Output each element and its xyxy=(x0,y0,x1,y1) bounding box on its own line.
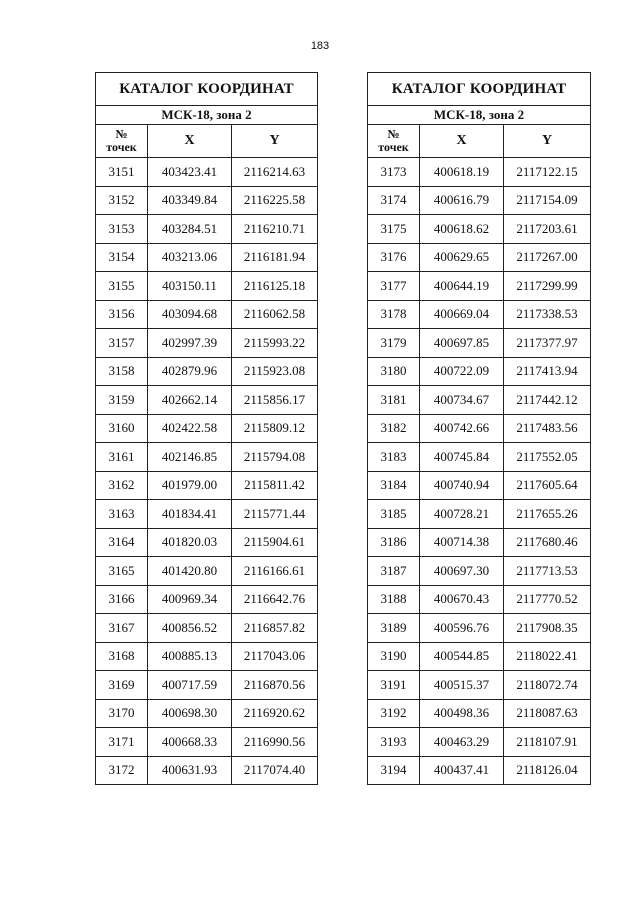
y-coordinate-cell: 2117655.26 xyxy=(504,500,591,529)
y-coordinate-cell: 2117552.05 xyxy=(504,443,591,472)
point-number-cell: 3152 xyxy=(96,186,148,215)
x-coordinate-cell: 403349.84 xyxy=(148,186,232,215)
x-coordinate-cell: 402422.58 xyxy=(148,414,232,443)
point-number-cell: 3170 xyxy=(96,699,148,728)
table-row xyxy=(96,756,318,785)
x-coordinate-cell: 400717.59 xyxy=(148,671,232,700)
table-row xyxy=(96,642,318,671)
y-coordinate-cell: 2118107.91 xyxy=(504,728,591,757)
point-number-cell: 3184 xyxy=(368,471,420,500)
table-row xyxy=(96,699,318,728)
y-coordinate-cell: 2116920.62 xyxy=(232,699,318,728)
table-row xyxy=(368,585,591,614)
x-coordinate-cell: 400618.19 xyxy=(420,158,504,187)
x-coordinate-cell: 400697.30 xyxy=(420,557,504,586)
coordinate-catalog-table-right xyxy=(367,72,591,785)
table-row xyxy=(368,642,591,671)
table-row xyxy=(96,329,318,358)
y-coordinate-cell: 2117154.09 xyxy=(504,186,591,215)
table-row xyxy=(368,728,591,757)
y-coordinate-cell: 2115809.12 xyxy=(232,414,318,443)
x-coordinate-cell: 400969.34 xyxy=(148,585,232,614)
point-number-cell: 3158 xyxy=(96,357,148,386)
x-coordinate-cell: 400463.29 xyxy=(420,728,504,757)
point-number-cell: 3161 xyxy=(96,443,148,472)
point-number-cell: 3159 xyxy=(96,386,148,415)
y-coordinate-cell: 2117267.00 xyxy=(504,243,591,272)
point-number-cell: 3193 xyxy=(368,728,420,757)
x-coordinate-cell: 402997.39 xyxy=(148,329,232,358)
x-coordinate-cell: 400728.21 xyxy=(420,500,504,529)
y-coordinate-cell: 2117074.40 xyxy=(232,756,318,785)
catalog-title: КАТАЛОГ КООРДИНАТ xyxy=(96,73,318,106)
point-number-cell: 3160 xyxy=(96,414,148,443)
y-coordinate-cell: 2116225.58 xyxy=(232,186,318,215)
y-coordinate-cell: 2117377.97 xyxy=(504,329,591,358)
x-coordinate-cell: 403094.68 xyxy=(148,300,232,329)
table-row xyxy=(368,557,591,586)
point-number-cell: 3183 xyxy=(368,443,420,472)
coordinate-catalog-table-left xyxy=(95,72,318,785)
y-coordinate-cell: 2117122.15 xyxy=(504,158,591,187)
point-number-cell: 3164 xyxy=(96,528,148,557)
y-coordinate-cell: 2117605.64 xyxy=(504,471,591,500)
table-row xyxy=(368,243,591,272)
table-row xyxy=(96,414,318,443)
point-number-cell: 3163 xyxy=(96,500,148,529)
point-number-cell: 3185 xyxy=(368,500,420,529)
y-coordinate-cell: 2115811.42 xyxy=(232,471,318,500)
table-row xyxy=(368,158,591,187)
x-coordinate-cell: 400616.79 xyxy=(420,186,504,215)
column-header-x: X xyxy=(148,125,232,158)
table-row xyxy=(368,500,591,529)
point-number-cell: 3191 xyxy=(368,671,420,700)
y-coordinate-cell: 2115904.61 xyxy=(232,528,318,557)
column-header-x: X xyxy=(420,125,504,158)
table-row xyxy=(368,386,591,415)
x-coordinate-cell: 402146.85 xyxy=(148,443,232,472)
table-row xyxy=(368,186,591,215)
point-number-cell: 3153 xyxy=(96,215,148,244)
table-row xyxy=(368,671,591,700)
y-coordinate-cell: 2116062.58 xyxy=(232,300,318,329)
x-coordinate-cell: 400515.37 xyxy=(420,671,504,700)
point-number-cell: 3173 xyxy=(368,158,420,187)
x-coordinate-cell: 400740.94 xyxy=(420,471,504,500)
x-coordinate-cell: 400697.85 xyxy=(420,329,504,358)
point-number-cell: 3187 xyxy=(368,557,420,586)
x-coordinate-cell: 400885.13 xyxy=(148,642,232,671)
y-coordinate-cell: 2116166.61 xyxy=(232,557,318,586)
x-coordinate-cell: 400698.30 xyxy=(148,699,232,728)
point-number-cell: 3172 xyxy=(96,756,148,785)
table-row xyxy=(96,357,318,386)
y-coordinate-cell: 2115923.08 xyxy=(232,357,318,386)
table-row xyxy=(96,671,318,700)
point-number-cell: 3182 xyxy=(368,414,420,443)
table-row xyxy=(96,300,318,329)
point-number-cell: 3188 xyxy=(368,585,420,614)
point-number-cell: 3179 xyxy=(368,329,420,358)
table-row xyxy=(96,272,318,301)
y-coordinate-cell: 2117442.12 xyxy=(504,386,591,415)
x-coordinate-cell: 400644.19 xyxy=(420,272,504,301)
x-coordinate-cell: 400722.09 xyxy=(420,357,504,386)
column-header-y: Y xyxy=(232,125,318,158)
point-number-cell: 3151 xyxy=(96,158,148,187)
table-row xyxy=(96,158,318,187)
x-coordinate-cell: 400734.67 xyxy=(420,386,504,415)
point-number-cell: 3190 xyxy=(368,642,420,671)
table-row xyxy=(368,756,591,785)
point-number-cell: 3189 xyxy=(368,614,420,643)
point-number-cell: 3156 xyxy=(96,300,148,329)
table-row xyxy=(368,329,591,358)
point-number-cell: 3174 xyxy=(368,186,420,215)
x-coordinate-cell: 400631.93 xyxy=(148,756,232,785)
point-number-cell: 3177 xyxy=(368,272,420,301)
table-row xyxy=(96,471,318,500)
coordinate-system-label: МСК-18, зона 2 xyxy=(368,106,591,125)
table-row xyxy=(368,414,591,443)
y-coordinate-cell: 2116870.56 xyxy=(232,671,318,700)
point-number-cell: 3192 xyxy=(368,699,420,728)
table-row xyxy=(96,243,318,272)
y-coordinate-cell: 2116210.71 xyxy=(232,215,318,244)
table-row xyxy=(368,699,591,728)
table-body xyxy=(368,158,591,785)
table-row xyxy=(96,215,318,244)
point-number-cell: 3178 xyxy=(368,300,420,329)
x-coordinate-cell: 403284.51 xyxy=(148,215,232,244)
coordinate-system-label: МСК-18, зона 2 xyxy=(96,106,318,125)
y-coordinate-cell: 2117680.46 xyxy=(504,528,591,557)
x-coordinate-cell: 400596.76 xyxy=(420,614,504,643)
table-row xyxy=(368,300,591,329)
y-coordinate-cell: 2117483.56 xyxy=(504,414,591,443)
x-coordinate-cell: 400745.84 xyxy=(420,443,504,472)
x-coordinate-cell: 402879.96 xyxy=(148,357,232,386)
y-coordinate-cell: 2117338.53 xyxy=(504,300,591,329)
x-coordinate-cell: 400668.33 xyxy=(148,728,232,757)
table-row xyxy=(96,557,318,586)
column-header-point-number: № точек xyxy=(368,125,420,158)
column-header-y: Y xyxy=(504,125,591,158)
x-coordinate-cell: 401979.00 xyxy=(148,471,232,500)
y-coordinate-cell: 2117413.94 xyxy=(504,357,591,386)
y-coordinate-cell: 2116125.18 xyxy=(232,272,318,301)
table-row xyxy=(368,528,591,557)
y-coordinate-cell: 2117299.99 xyxy=(504,272,591,301)
x-coordinate-cell: 402662.14 xyxy=(148,386,232,415)
y-coordinate-cell: 2118126.04 xyxy=(504,756,591,785)
y-coordinate-cell: 2117713.53 xyxy=(504,557,591,586)
x-coordinate-cell: 403213.06 xyxy=(148,243,232,272)
point-number-cell: 3186 xyxy=(368,528,420,557)
table-row xyxy=(96,500,318,529)
x-coordinate-cell: 400856.52 xyxy=(148,614,232,643)
y-coordinate-cell: 2116857.82 xyxy=(232,614,318,643)
table-row xyxy=(96,728,318,757)
catalog-title: КАТАЛОГ КООРДИНАТ xyxy=(368,73,591,106)
x-coordinate-cell: 400437.41 xyxy=(420,756,504,785)
table-row xyxy=(96,186,318,215)
x-coordinate-cell: 400670.43 xyxy=(420,585,504,614)
point-number-cell: 3168 xyxy=(96,642,148,671)
point-number-cell: 3154 xyxy=(96,243,148,272)
point-number-cell: 3167 xyxy=(96,614,148,643)
point-number-cell: 3169 xyxy=(96,671,148,700)
y-coordinate-cell: 2118022.41 xyxy=(504,642,591,671)
x-coordinate-cell: 400714.38 xyxy=(420,528,504,557)
table-row xyxy=(368,614,591,643)
point-number-cell: 3157 xyxy=(96,329,148,358)
y-coordinate-cell: 2116642.76 xyxy=(232,585,318,614)
y-coordinate-cell: 2117908.35 xyxy=(504,614,591,643)
table-body xyxy=(96,158,318,785)
y-coordinate-cell: 2116181.94 xyxy=(232,243,318,272)
x-coordinate-cell: 400544.85 xyxy=(420,642,504,671)
x-coordinate-cell: 401820.03 xyxy=(148,528,232,557)
point-number-cell: 3165 xyxy=(96,557,148,586)
x-coordinate-cell: 400742.66 xyxy=(420,414,504,443)
y-coordinate-cell: 2117043.06 xyxy=(232,642,318,671)
x-coordinate-cell: 400498.36 xyxy=(420,699,504,728)
point-number-cell: 3155 xyxy=(96,272,148,301)
y-coordinate-cell: 2115771.44 xyxy=(232,500,318,529)
y-coordinate-cell: 2115856.17 xyxy=(232,386,318,415)
point-number-cell: 3176 xyxy=(368,243,420,272)
y-coordinate-cell: 2117770.52 xyxy=(504,585,591,614)
point-number-cell: 3180 xyxy=(368,357,420,386)
table-row xyxy=(368,272,591,301)
x-coordinate-cell: 400629.65 xyxy=(420,243,504,272)
table-row xyxy=(368,215,591,244)
table-row xyxy=(96,528,318,557)
y-coordinate-cell: 2115794.08 xyxy=(232,443,318,472)
table-row xyxy=(96,614,318,643)
table-row xyxy=(368,357,591,386)
x-coordinate-cell: 400669.04 xyxy=(420,300,504,329)
table-row xyxy=(96,585,318,614)
y-coordinate-cell: 2117203.61 xyxy=(504,215,591,244)
table-row xyxy=(368,443,591,472)
x-coordinate-cell: 400618.62 xyxy=(420,215,504,244)
table-row xyxy=(368,471,591,500)
y-coordinate-cell: 2116990.56 xyxy=(232,728,318,757)
table-row xyxy=(96,443,318,472)
point-number-cell: 3171 xyxy=(96,728,148,757)
x-coordinate-cell: 401834.41 xyxy=(148,500,232,529)
column-header-point-number: № точек xyxy=(96,125,148,158)
y-coordinate-cell: 2118087.63 xyxy=(504,699,591,728)
point-number-cell: 3181 xyxy=(368,386,420,415)
y-coordinate-cell: 2115993.22 xyxy=(232,329,318,358)
point-number-cell: 3166 xyxy=(96,585,148,614)
y-coordinate-cell: 2116214.63 xyxy=(232,158,318,187)
x-coordinate-cell: 401420.80 xyxy=(148,557,232,586)
x-coordinate-cell: 403423.41 xyxy=(148,158,232,187)
point-number-cell: 3162 xyxy=(96,471,148,500)
point-number-cell: 3194 xyxy=(368,756,420,785)
point-number-cell: 3175 xyxy=(368,215,420,244)
x-coordinate-cell: 403150.11 xyxy=(148,272,232,301)
table-row xyxy=(96,386,318,415)
page-number: 183 xyxy=(310,40,330,52)
y-coordinate-cell: 2118072.74 xyxy=(504,671,591,700)
